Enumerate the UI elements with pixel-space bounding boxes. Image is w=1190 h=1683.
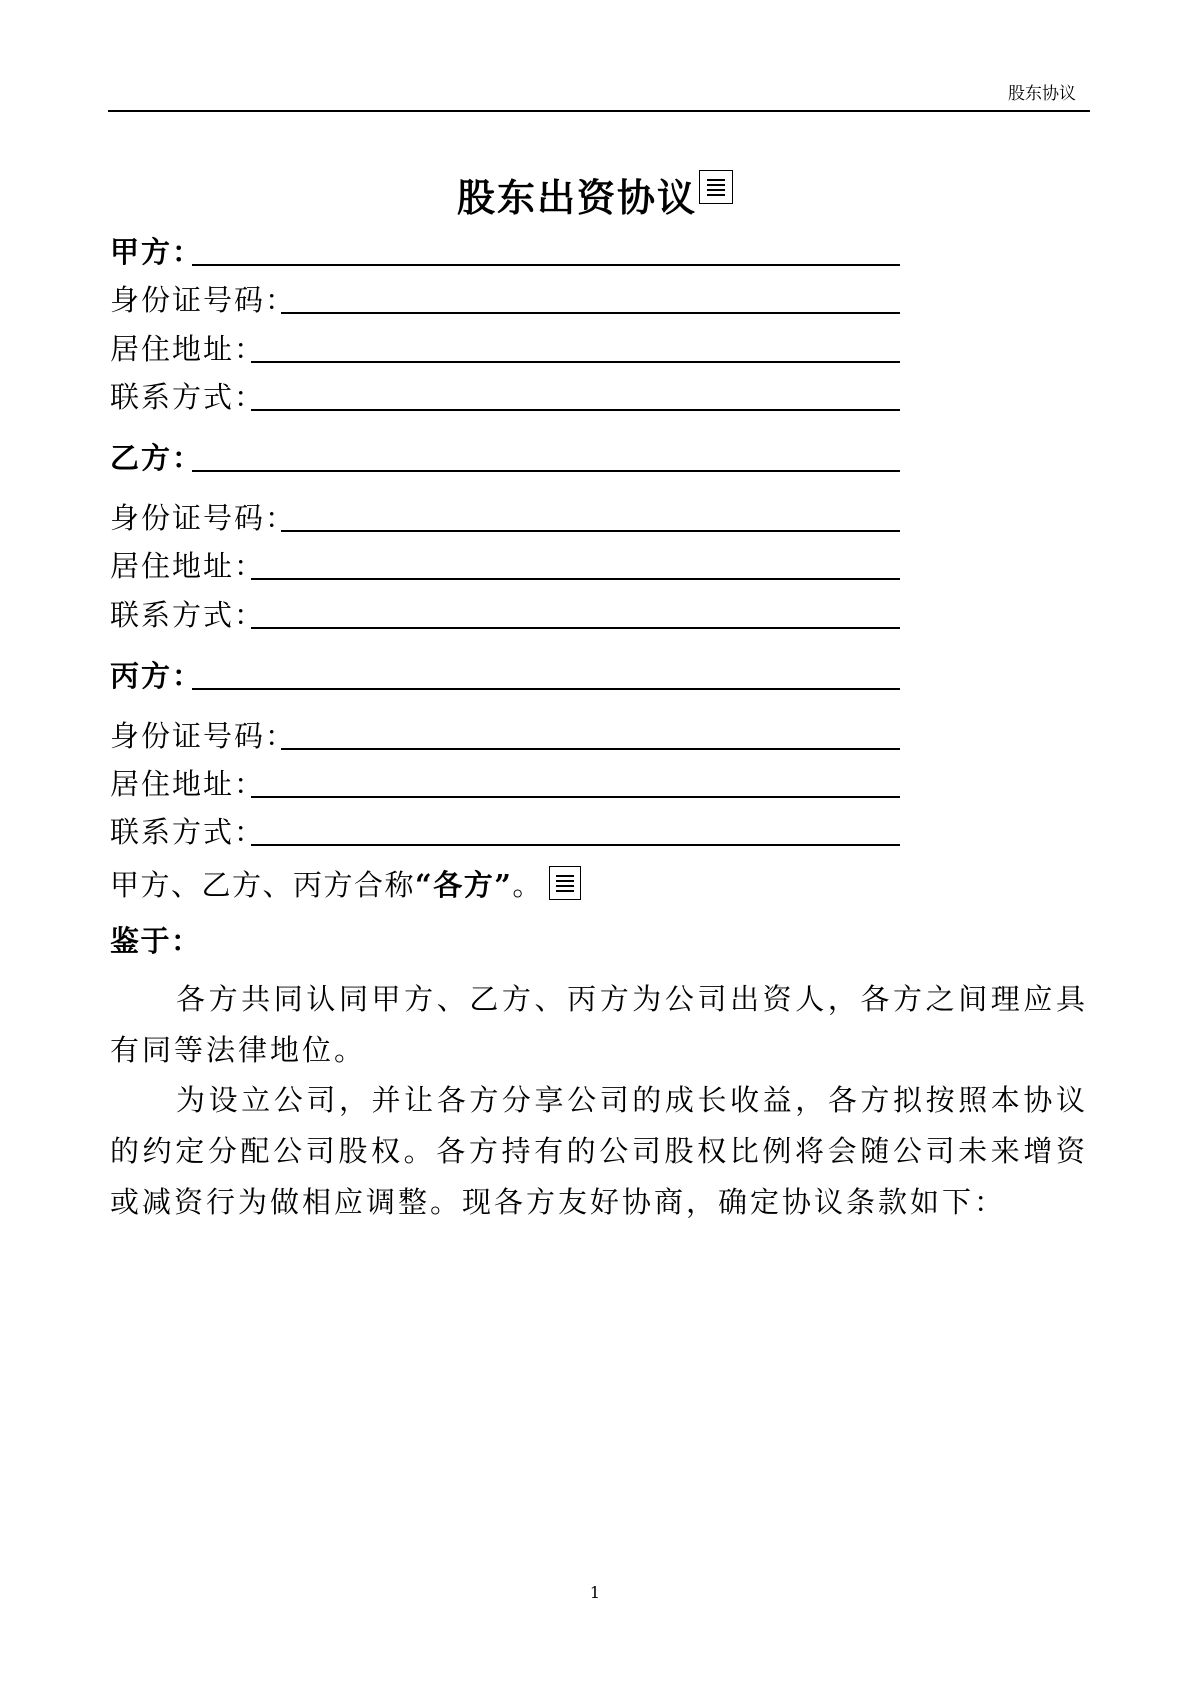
party-b-contact-field[interactable] bbox=[251, 627, 900, 629]
party-c-contact-field[interactable] bbox=[251, 844, 900, 846]
collective-term: 各方 bbox=[433, 868, 495, 902]
party-c-address-label: 居住地址： bbox=[110, 767, 266, 801]
party-c-id-field[interactable] bbox=[281, 748, 900, 750]
party-a-contact-label: 联系方式： bbox=[110, 380, 266, 414]
title-text: 股东出资协议 bbox=[456, 175, 697, 220]
party-c-id-label: 身份证号码： bbox=[110, 719, 297, 753]
party-c-address-field[interactable] bbox=[251, 796, 900, 798]
party-b-address-field[interactable] bbox=[251, 578, 900, 580]
party-a-address-field[interactable] bbox=[251, 361, 900, 363]
document-title bbox=[0, 176, 1190, 220]
party-c-label: 丙方： bbox=[110, 659, 204, 693]
party-a-name-field[interactable] bbox=[192, 264, 900, 266]
comment-note-icon[interactable] bbox=[699, 170, 733, 204]
party-a-id-label: 身份证号码： bbox=[110, 283, 297, 317]
party-a-contact-field[interactable] bbox=[251, 409, 900, 411]
party-a-label: 甲方： bbox=[110, 235, 204, 269]
party-a-address-label: 居住地址： bbox=[110, 332, 266, 366]
party-c-name-field[interactable] bbox=[192, 688, 900, 690]
page-header bbox=[108, 84, 1090, 112]
party-b-address-label: 居住地址： bbox=[110, 549, 266, 583]
party-c-contact-label: 联系方式： bbox=[110, 815, 266, 849]
page-number: 1 bbox=[589, 1583, 601, 1602]
whereas-paragraph-1: 各方共同认同甲方、乙方、丙方为公司出资人，各方之间理应具有同等法律地位。 bbox=[110, 982, 1088, 1067]
collective-term-line: 甲方、乙方、丙方合称“各方”。 bbox=[110, 864, 1085, 906]
whereas-heading: 鉴于： bbox=[110, 924, 202, 958]
party-b-name-field[interactable] bbox=[192, 470, 900, 472]
header-title: 股东协议 bbox=[1008, 84, 1076, 104]
party-b-contact-label: 联系方式： bbox=[110, 598, 266, 632]
party-b-label: 乙方： bbox=[110, 441, 204, 475]
whereas-paragraph-2: 为设立公司，并让各方分享公司的成长收益，各方拟按照本协议的约定分配公司股权。各方持有的公司股权比例将会随公司未来增资或减资行为做相应调整。现各方友好协商，确定协议条款如下： bbox=[110, 1083, 1088, 1219]
party-b-id-field[interactable] bbox=[281, 530, 900, 532]
comment-note-icon[interactable] bbox=[549, 866, 581, 900]
party-a-id-field[interactable] bbox=[281, 312, 900, 314]
party-b-id-label: 身份证号码： bbox=[110, 501, 297, 535]
